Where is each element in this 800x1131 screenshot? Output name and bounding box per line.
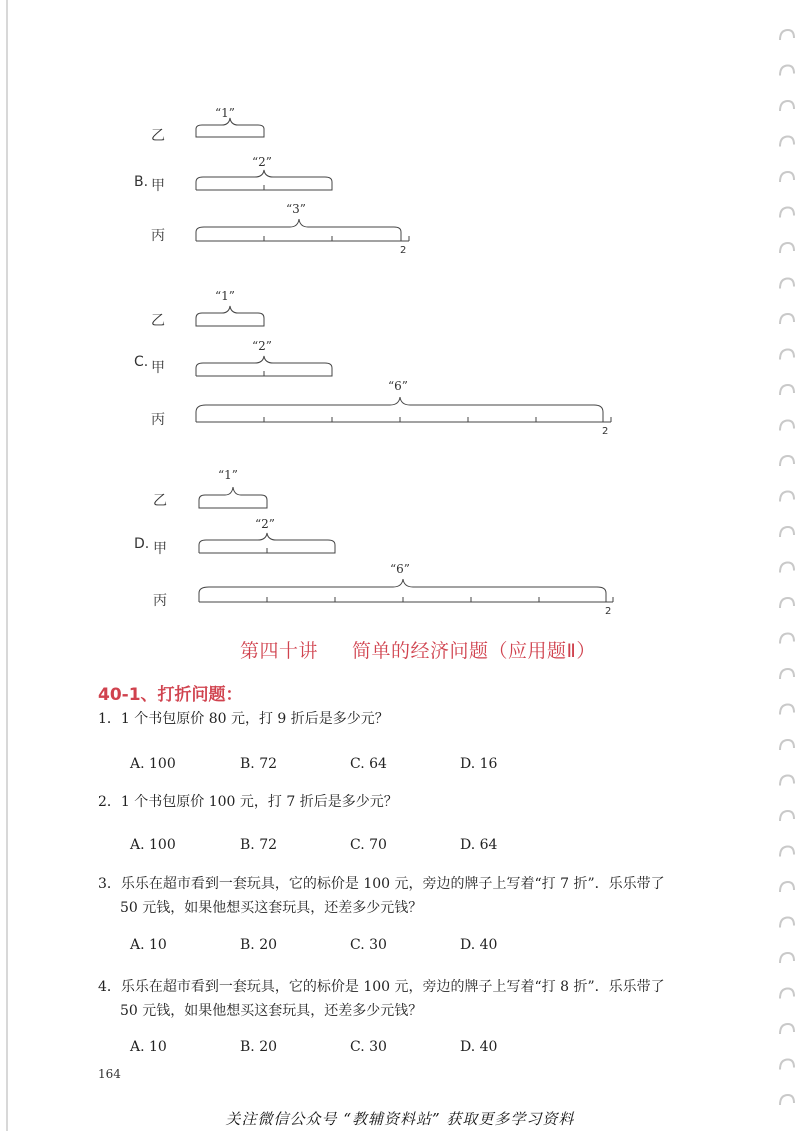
question-3-options (130, 937, 690, 957)
diagram-b-row-bing-bar (196, 219, 401, 241)
diagram-b-row-jia-name: 甲 (151, 178, 165, 194)
question-1-option-c[interactable]: C. 64 (350, 756, 387, 772)
diagram-d-row-bing-name: 丙 (153, 593, 167, 609)
section-title: 40-1、打折问题： (98, 685, 243, 705)
spiral-ring (780, 953, 794, 963)
spiral-ring (780, 811, 794, 821)
diagram-c-row-bing-name: 丙 (151, 412, 165, 428)
diagram-b-row-bing-quote: “3” (286, 202, 306, 216)
diagram-b-label: B. (134, 174, 149, 190)
question-1-option-a[interactable]: A. 100 (130, 756, 176, 772)
question-4-option-d[interactable]: D. 40 (460, 1039, 498, 1055)
question-3 (98, 872, 698, 920)
footer-note: 关注微信公众号 “教辅资料站” 获取更多学习资料 (225, 1110, 575, 1128)
diagram-c-row-bing-end-mark: 2 (602, 426, 609, 437)
page-number: 164 (98, 1067, 121, 1081)
diagram-c (134, 289, 611, 437)
question-4-option-b[interactable]: B. 20 (240, 1039, 278, 1055)
diagram-c-row-yi-quote: “1” (215, 289, 235, 303)
question-3-option-a[interactable]: A. 10 (130, 937, 167, 953)
question-4 (98, 975, 698, 1023)
spiral-ring (780, 776, 794, 786)
lecture-title (240, 636, 640, 663)
question-1 (98, 707, 698, 731)
question-1-option-b[interactable]: B. 72 (240, 756, 278, 772)
question-1-option-d[interactable]: D. 16 (460, 756, 498, 772)
diagram-d-row-bing-quote: “6” (390, 562, 410, 576)
question-1-options (130, 756, 690, 776)
question-4-option-a[interactable]: A. 10 (130, 1039, 167, 1055)
diagram-b-row-bing-name: 丙 (151, 228, 165, 244)
question-2-option-d[interactable]: D. 64 (460, 837, 498, 853)
diagram-d-row-bing-end-mark: 2 (605, 606, 612, 617)
diagram-d-row-yi-quote: “1” (218, 468, 238, 482)
diagram-b-row-yi-bar (196, 118, 264, 137)
diagram-d-label: D. (134, 536, 150, 552)
diagram-c-row-jia-quote: “2” (252, 339, 272, 353)
spiral-ring (780, 1024, 794, 1034)
question-2-option-a[interactable]: A. 100 (130, 837, 176, 853)
question-3-option-c[interactable]: C. 30 (350, 937, 387, 953)
diagram-b-row-yi-name: 乙 (151, 128, 165, 144)
question-4-text-line1: 4．乐乐在超市看到一套玩具，它的标价是 100 元，旁边的牌子上写着“打 8 折”．乐乐带了 (98, 979, 665, 995)
diagram-b-row-bing-end-mark: 2 (400, 245, 407, 256)
question-4-option-c[interactable]: C. 30 (350, 1039, 387, 1055)
diagram-b-row-jia-quote: “2” (252, 155, 272, 169)
diagram-c-row-yi-bar (196, 306, 264, 326)
diagram-b-row-yi-quote: “1” (215, 106, 235, 120)
spiral-ring (780, 705, 794, 715)
diagram-c-row-jia-name: 甲 (151, 360, 165, 376)
spiral-ring (780, 918, 794, 928)
question-3-text-line2: 50 元钱，如果他想买这套玩具，还差多少元钱？ (120, 900, 423, 916)
spiral-ring (780, 1060, 794, 1070)
question-3-option-b[interactable]: B. 20 (240, 937, 278, 953)
question-1-text: 1．1 个书包原价 80 元，打 9 折后是多少元？ (98, 711, 389, 727)
diagram-d-row-yi-name: 乙 (153, 493, 167, 509)
diagram-c-row-yi-name: 乙 (151, 313, 165, 329)
diagram-d (134, 468, 613, 617)
question-2-option-b[interactable]: B. 72 (240, 837, 278, 853)
spiral-ring (780, 989, 794, 999)
question-3-text-line1: 3．乐乐在超市看到一套玩具，它的标价是 100 元，旁边的牌子上写着“打 7 折”．乐乐带了 (98, 876, 665, 892)
spiral-ring (780, 740, 794, 750)
diagram-d-row-jia-quote: “2” (255, 517, 275, 531)
spiral-ring (780, 669, 794, 679)
diagram-c-label: C. (134, 354, 149, 370)
question-4-text-line2: 50 元钱，如果他想买这套玩具，还差多少元钱？ (120, 1003, 423, 1019)
spiral-ring (780, 1095, 794, 1105)
question-2-options (130, 837, 690, 857)
spiral-ring (780, 847, 794, 857)
question-4-options (130, 1039, 690, 1059)
spiral-ring (780, 882, 794, 892)
diagram-c-row-bing-quote: “6” (388, 379, 408, 393)
question-2-text: 2．1 个书包原价 100 元，打 7 折后是多少元？ (98, 794, 398, 810)
question-2 (98, 790, 698, 814)
diagram-d-row-yi-bar (199, 487, 267, 508)
lecture-title-number: 第四十讲 (240, 640, 319, 662)
diagram-b (134, 106, 409, 256)
lecture-title-topic: 简单的经济问题（应用题Ⅱ） (352, 640, 596, 662)
question-3-option-d[interactable]: D. 40 (460, 937, 498, 953)
question-2-option-c[interactable]: C. 70 (350, 837, 387, 853)
diagram-d-row-jia-name: 甲 (153, 541, 167, 557)
